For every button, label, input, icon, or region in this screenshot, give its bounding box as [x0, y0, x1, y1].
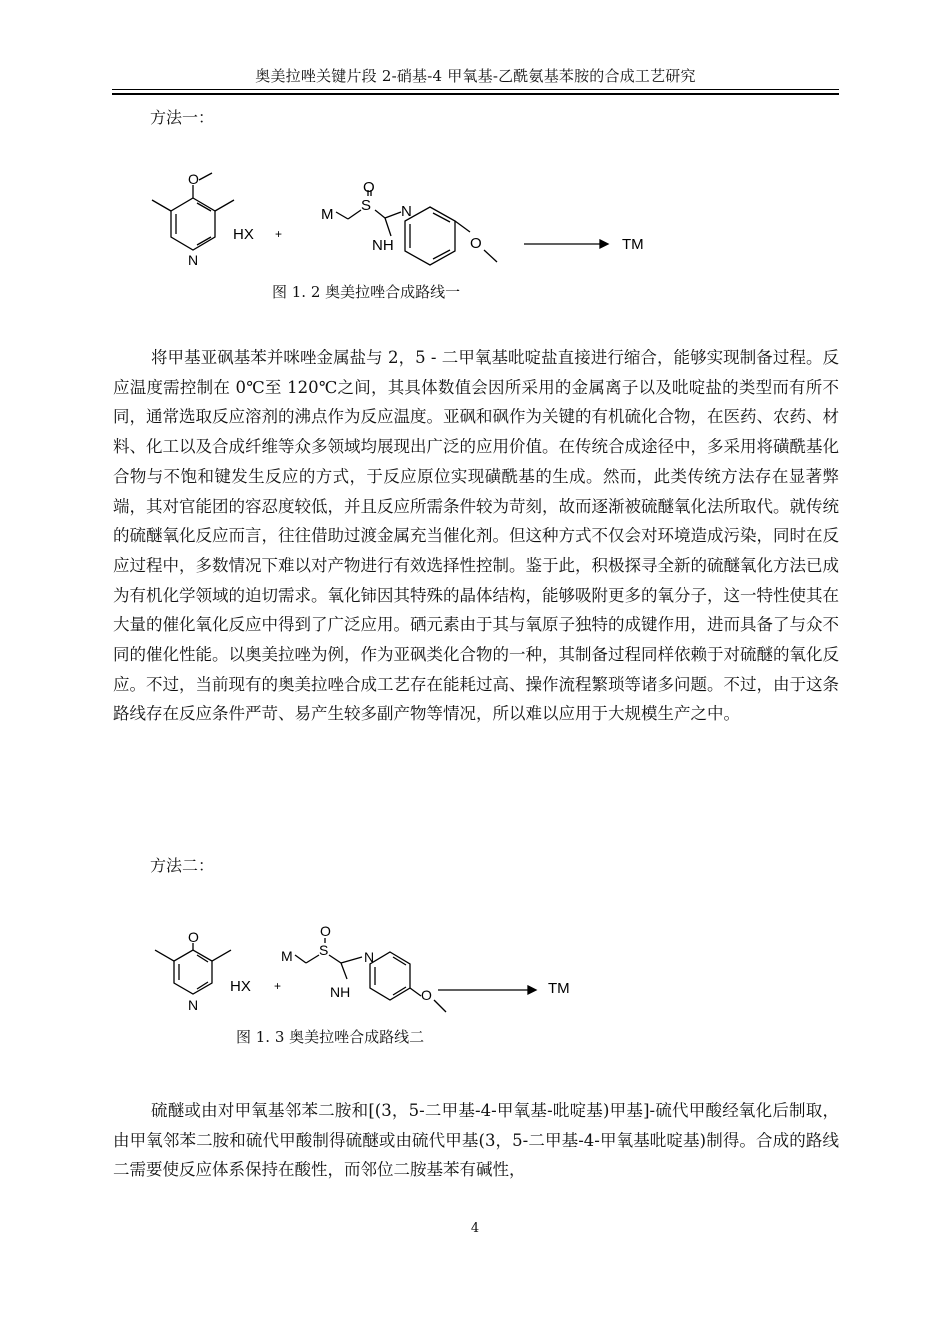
hx-label: HX: [233, 226, 254, 243]
aryl-methoxy-oxygen-label: O: [421, 987, 432, 1003]
methoxy-oxygen-label: O: [188, 171, 199, 187]
method-one-label: 方法一：: [150, 108, 215, 127]
nh-label: NH: [330, 984, 351, 1000]
sulfur-label: S: [319, 942, 329, 958]
synthesis-scheme-two: [0, 920, 950, 1040]
header-rule-thin: [112, 89, 839, 90]
sulfoxide-oxygen-label: O: [363, 179, 375, 196]
hx-label: HX: [230, 978, 251, 995]
methoxy-oxygen-label: O: [188, 929, 199, 945]
synthesis-scheme-one: [0, 160, 950, 340]
header-rule-thick: [112, 93, 839, 95]
running-header: 奥美拉唑关键片段 2-硝基-4 甲氧基-乙酰氨基苯胺的合成工艺研究: [255, 67, 696, 85]
page-number: 4: [470, 1221, 480, 1236]
pyridine-nitrogen-label: N: [188, 997, 199, 1013]
sulfur-label: S: [361, 197, 372, 214]
product-label: TM: [548, 980, 570, 997]
figure-caption-one: 图 1. 2 奥美拉唑合成路线一: [272, 283, 461, 301]
plus-sign: +: [274, 979, 282, 993]
sulfoxide-oxygen-label: O: [320, 923, 331, 939]
metal-label: M: [321, 206, 334, 223]
metal-label: M: [281, 948, 293, 964]
pyridine-ring: [171, 198, 215, 250]
body-paragraph-one: 将甲基亚砜基苯并咪唑金属盐与 2，5 - 二甲氧基吡啶盐直接进行缩合，能够实现制备过程。反应温度需控制在 0℃至 120℃之间，其具体数值会因所采用的金属离子以及吡啶盐的类型而有所不同，通常选取反应溶剂的沸点作为反应温度。亚砜和砜作为关键的有机硫化合物，在医药、农药、材料、化工以及合成纤维等众多领域均展现出广泛的应用价值。在传统合成途径中，多采用将磺酰基化合物与不饱和键发生反应的方式，于反应原位实现磺酰基的生成。然而，此类传统方法存在显著弊端，其对官能团的容忍度较低，并且反应所需条件较为苛刻，故而逐渐被硫醚氧化法所取代。就传统的硫醚氧化反应而言，往往借助过渡金属充当催化剂。但这种方式不仅会对环境造成污染，同时在反应过程中，多数情况下难以对产物进行有效选择性控制。鉴于此，积极探寻全新的硫醚氧化方法已成为有机化学领域的迫切需求。氧化铈因其特殊的晶体结构，能够吸附更多的氧分子，这一特性使其在大量的催化氧化反应中得到了广泛应用。硒元素由于其与氧原子独特的成键作用，进而具备了与众不同的催化性能。以奥美拉唑为例，作为亚砜类化合物的一种，其制备过程同样依赖于对硫醚的氧化反应。不过，当前现有的奥美拉唑合成工艺存在能耗过高、操作流程繁琐等诸多问题。不过，由于这条路线存在反应条件严苛、易产生较多副产物等情况，所以难以应用于大规模生产之中。: [113, 348, 839, 724]
method-two-label: 方法二：: [150, 856, 215, 875]
imidazole-nitrogen-label: N: [401, 203, 412, 220]
pyridine-nitrogen-label: N: [188, 252, 199, 268]
figure-caption-two: 图 1. 3 奥美拉唑合成路线二: [236, 1028, 425, 1046]
aryl-methoxy-oxygen-label: O: [470, 235, 482, 252]
product-label: TM: [622, 236, 644, 253]
benzene-ring: [405, 207, 455, 265]
body-paragraph-two: 硫醚或由对甲氧基邻苯二胺和[(3，5-二甲基-4-甲氧基-吡啶基)甲基]-硫代甲酸经氧化后制取，由甲氧邻苯二胺和硫代甲酸制得硫醚或由硫代甲基(3，5-二甲基-4-甲氧基吡啶基)制得。合成的路线二需要使反应体系保持在酸性，而邻位二胺基苯有碱性，: [113, 1101, 839, 1180]
plus-sign: +: [275, 227, 283, 241]
nh-label: NH: [372, 237, 394, 254]
imidazole-nitrogen-label: N: [364, 949, 375, 965]
